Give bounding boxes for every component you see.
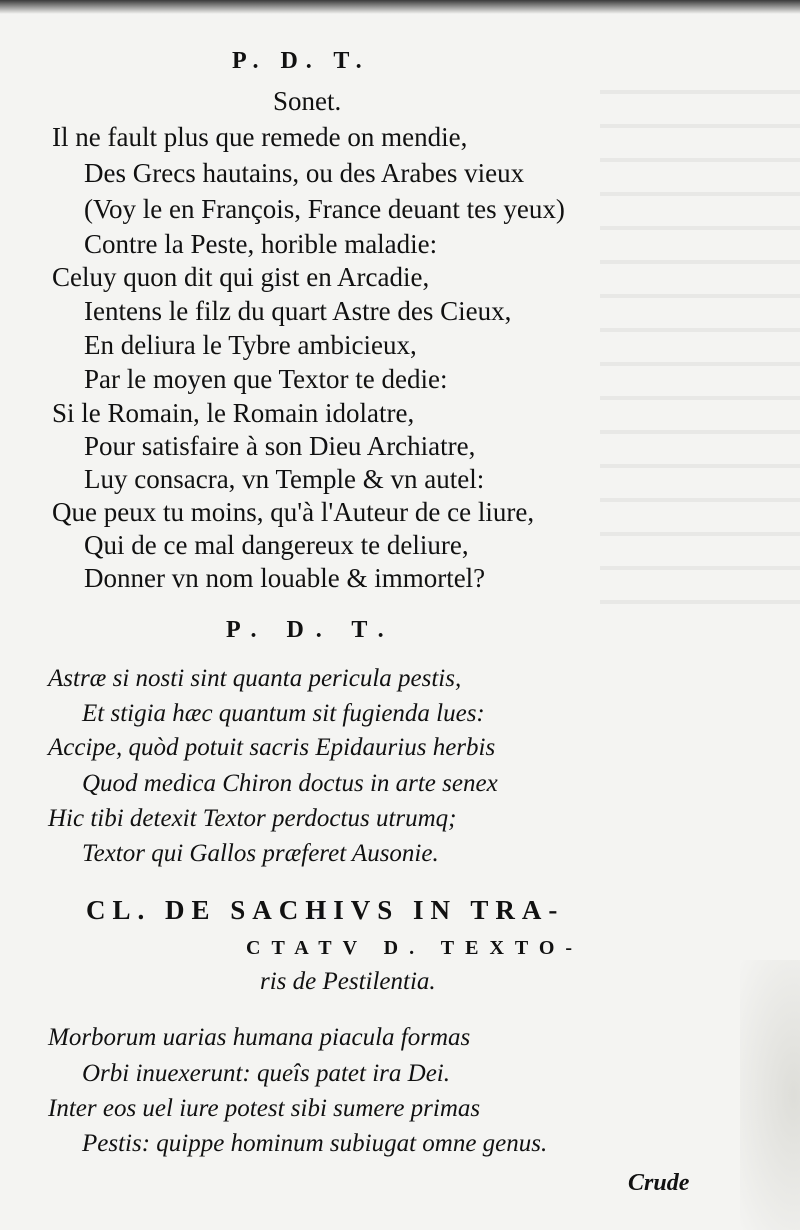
sonnet-line: Ientens le filz du quart Astre des Cieux, bbox=[84, 296, 512, 326]
sonnet-line: Contre la Peste, horible maladie: bbox=[84, 229, 438, 259]
latin-line: Morborum uarias humana piacula formas bbox=[48, 1024, 471, 1051]
page-edge-stain bbox=[740, 960, 800, 1230]
latin-line: Inter eos uel iure potest sibi sumere primas bbox=[48, 1095, 481, 1122]
latin-line: Astræ si nosti sint quanta pericula pestis, bbox=[48, 665, 462, 692]
latin-line: Pestis: quippe hominum subiugat omne genus. bbox=[82, 1130, 548, 1157]
sonnet-line: (Voy le en François, France deuant tes yeux) bbox=[84, 194, 565, 224]
heading-pdt-1: P. D. T. bbox=[232, 48, 370, 74]
sonnet-line: Celuy quon dit qui gist en Arcadie, bbox=[52, 262, 430, 292]
latin-line: Hic tibi detexit Textor perdoctus utrumq; bbox=[48, 805, 457, 832]
bleed-through-decoration bbox=[600, 60, 800, 620]
sonnet-line: Que peux tu moins, qu'à l'Auteur de ce liure, bbox=[52, 497, 535, 527]
sonnet-line: Par le moyen que Textor te dedie: bbox=[84, 364, 448, 394]
sonnet-line: Donner vn nom louable & immortel? bbox=[84, 563, 486, 593]
sonnet-line: Luy consacra, vn Temple & vn autel: bbox=[84, 464, 485, 494]
latin-line: Et stigia hæc quantum sit fugienda lues: bbox=[82, 700, 485, 727]
heading-sonet: Sonet. bbox=[273, 86, 342, 116]
latin-line: Accipe, quòd potuit sacris Epidaurius herbis bbox=[48, 734, 496, 761]
sonnet-line: Pour satisfaire à son Dieu Archiatre, bbox=[84, 431, 476, 461]
sonnet-line: Des Grecs hautains, ou des Arabes vieux bbox=[84, 158, 525, 188]
heading-cl-de-sachius-2: CTATV D. TEXTO- bbox=[246, 937, 584, 959]
sonnet-line: Si le Romain, le Romain idolatre, bbox=[52, 398, 415, 428]
latin-line: Textor qui Gallos præferet Ausonie. bbox=[82, 840, 439, 867]
page-top-shadow bbox=[0, 0, 800, 14]
latin-line: Orbi inuexerunt: queîs patet ira Dei. bbox=[82, 1060, 450, 1087]
heading-cl-de-sachius-1: CL. DE SACHIVS IN TRA- bbox=[86, 895, 565, 925]
catchword: Crude bbox=[628, 1170, 690, 1196]
sonnet-line: En deliura le Tybre ambicieux, bbox=[84, 330, 417, 360]
latin-line: Quod medica Chiron doctus in arte senex bbox=[82, 770, 498, 797]
sonnet-line: Il ne fault plus que remede on mendie, bbox=[52, 122, 468, 152]
heading-pdt-2: P. D. T. bbox=[226, 617, 396, 643]
heading-cl-de-sachius-3: ris de Pestilentia. bbox=[260, 968, 436, 995]
sonnet-line: Qui de ce mal dangereux te deliure, bbox=[84, 530, 469, 560]
